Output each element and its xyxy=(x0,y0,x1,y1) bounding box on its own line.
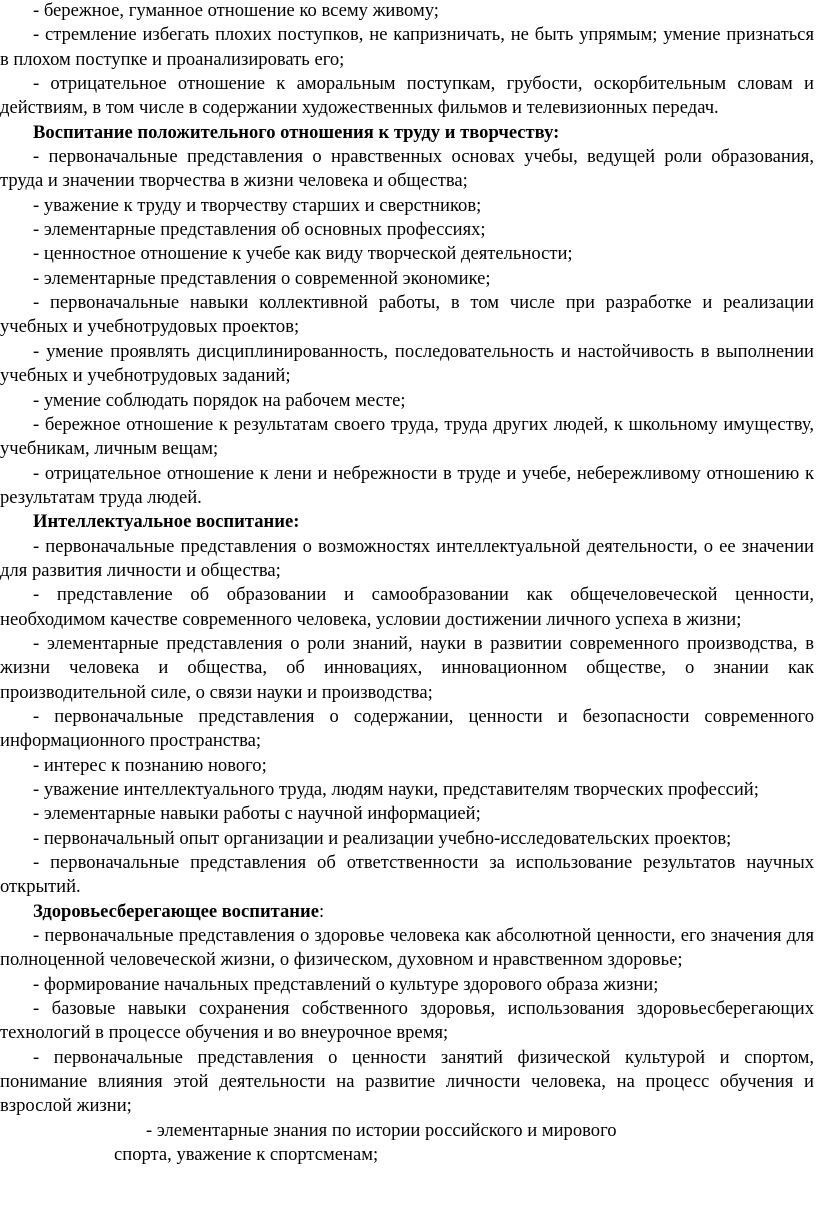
section-heading-intellectual: Интеллектуальное воспитание: xyxy=(33,511,300,533)
paragraph: - элементарные навыки работы с научной информацией; xyxy=(33,803,481,825)
paragraph: - отрицательное отношение к аморальным поступкам, грубости, оскорбительным словам и действиям, в том числе в содержании художественных фильмов и телевизионных передач. xyxy=(0,73,814,119)
paragraph: - элементарные представления об основных профессиях; xyxy=(33,219,486,241)
paragraph: - ценностное отношение к учебе как виду творческой деятельности; xyxy=(33,243,573,265)
paragraph: - базовые навыки сохранения собственного здоровья, использования здоровьесберегающих технологий в процессе обучения и во внеурочное время; xyxy=(0,998,814,1044)
section-heading-health-text: Здоровьесберегающее воспитание xyxy=(33,900,319,922)
paragraph: - уважение интеллектуального труда, людям науки, представителям творческих профессий; xyxy=(33,779,759,800)
paragraph-tail-line: - элементарные знания по истории российского и мирового xyxy=(146,1119,617,1141)
paragraph: - первоначальные представления о возможностях интеллектуальной деятельности, о ее значении для развития личности и общества; xyxy=(0,535,814,581)
paragraph: - отрицательное отношение к лени и небрежности в труде и учебе, небережливому отношению к результатам труда людей. xyxy=(0,462,814,508)
paragraph: - бережное отношение к результатам своего труда, труда других людей, к школьному имуществу, учебникам, личным вещам; xyxy=(0,413,814,460)
paragraph-tail-line: спорта, уважение к спортсменам; xyxy=(114,1144,379,1166)
paragraph: - представление об образовании и самообразовании как общечеловеческой ценности, необходимом качестве современного человека, условии достижении личного успеха в жизни; xyxy=(0,584,814,630)
paragraph: - первоначальные представления о содержании, ценности и безопасности современного информационного пространства; xyxy=(0,705,814,752)
paragraph: - первоначальный опыт организации и реализации учебно-исследовательских проектов; xyxy=(33,827,732,849)
section-heading-labor: Воспитание положительного отношения к труду и творчеству: xyxy=(33,121,560,143)
paragraph: - первоначальные навыки коллективной работы, в том числе при разработке и реализации учебных и учебнотрудовых проектов; xyxy=(0,292,814,338)
paragraph: - первоначальные представления о здоровье человека как абсолютной ценности, его значения для полноценной человеческой жизни, о физическом, духовном и нравственном здоровье; xyxy=(0,925,814,971)
section-heading-health-colon: : xyxy=(319,900,325,922)
paragraph: - умение проявлять дисциплинированность, последовательность и настойчивость в выполнении учебных и учебнотрудовых заданий; xyxy=(0,340,814,387)
paragraph: - интерес к познанию нового; xyxy=(33,754,267,776)
section-heading-health xyxy=(0,900,816,924)
paragraph: - умение соблюдать порядок на рабочем месте; xyxy=(33,389,406,411)
paragraph: - бережное, гуманное отношение ко всему живому; xyxy=(33,0,439,21)
paragraph: - элементарные представления о современной экономике; xyxy=(33,267,491,289)
paragraph: - первоначальные представления о нравственных основах учебы, ведущей роли образования, труда и значении творчества в жизни человека и общества; xyxy=(0,146,814,192)
paragraph: - стремление избегать плохих поступков, не капризничать, не быть упрямым; умение признаться в плохом поступке и проанализировать его; xyxy=(0,24,814,70)
paragraph: - первоначальные представления об ответственности за использование результатов научных открытий. xyxy=(0,852,814,898)
paragraph: - элементарные представления о роли знаний, науки в развитии современного производства, в жизни человека и общества, об инновациях, инновационном обществе, о знании как производительной силе, о связи науки и производства; xyxy=(0,632,814,703)
paragraph: - первоначальные представления о ценности занятий физической культурой и спортом, понимание влияния этой деятельности на развитие личности человека, на процесс обучения и взрослой жизни; xyxy=(0,1046,814,1117)
paragraph: - уважение к труду и творчеству старших и сверстников; xyxy=(33,194,482,216)
paragraph: - формирование начальных представлений о культуре здорового образа жизни; xyxy=(33,973,659,995)
